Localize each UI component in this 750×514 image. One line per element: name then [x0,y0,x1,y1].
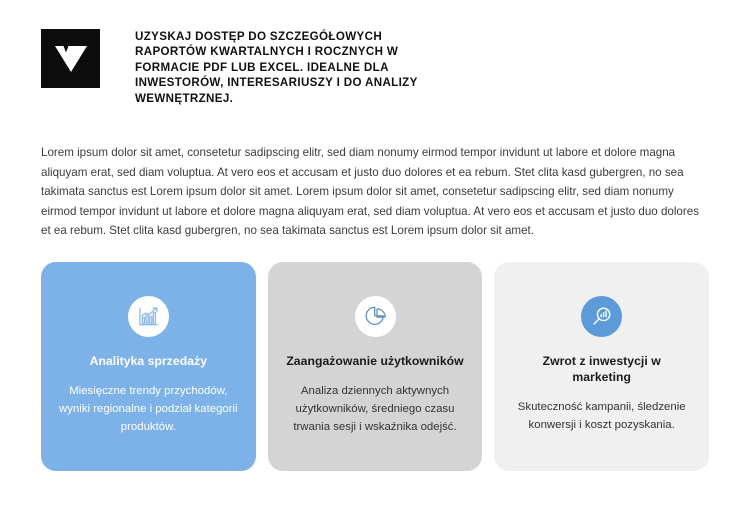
feature-card-description: Skuteczność kampanii, śledzenie konwersji i koszt pozyskania. [517,401,686,432]
feature-card-title: Zwrot z inwestycji w marketing [542,354,661,384]
feature-card-user-engagement[interactable] [268,262,483,471]
bar-chart-trend-icon [137,305,160,328]
magnifier-bar-chart-icon [590,305,613,328]
feature-card-description: Miesięczne trendy przychodów, wyniki regionalne i podział kategorii produktów. [59,385,238,434]
feature-card-title: Analityka sprzedaży [89,354,208,368]
header [41,29,709,106]
feature-card-marketing-roi[interactable] [494,262,709,471]
chevron-v-logomark-icon [55,46,87,72]
page-title: UZYSKAJ DOSTĘP DO SZCZEGÓŁOWYCH RAPORTÓW KWARTALNYCH I ROCZNYCH W FORMACIE PDF LUB EXCEL. IDEALNE DLA INWESTORÓW, INTERESARIUSZY I DO ANALIZY WEWNĘTRZNEJ. [135,30,418,105]
feature-cards [41,262,709,471]
feature-card-title: Zaangażowanie użytkowników [286,354,464,368]
intro-paragraph: Lorem ipsum dolor sit amet, consetetur sadipscing elitr, sed diam nonumy eirmod tempor invidunt ut labore et dolore magna aliquyam erat, sed diam voluptua. At vero eos et accusam et justo duo dolores et ea rebum. Stet clita kasd gubergren, no sea takimata sanctus est Lorem ipsum dolor sit amet. Lorem ipsum dolor sit amet, consetetur sadipscing elitr, sed diam nonumy eirmod tempor invidunt ut labore et dolore magna aliquyam erat, sed diam voluptua. At vero eos et accusam et justo duo dolores et ea rebum. Stet clita kasd gubergren, no sea takimata sanctus est Lorem ipsum dolor sit amet. [41,146,699,238]
pie-chart-icon [364,305,387,328]
logo[interactable] [41,29,100,88]
feature-card-sales-analytics[interactable] [41,262,256,471]
icon-badge [581,296,622,337]
icon-badge [128,296,169,337]
icon-badge [355,296,396,337]
feature-card-description: Analiza dziennych aktywnych użytkowników, średniego czasu trwania sesji i wskaźnika odejść. [293,385,457,434]
